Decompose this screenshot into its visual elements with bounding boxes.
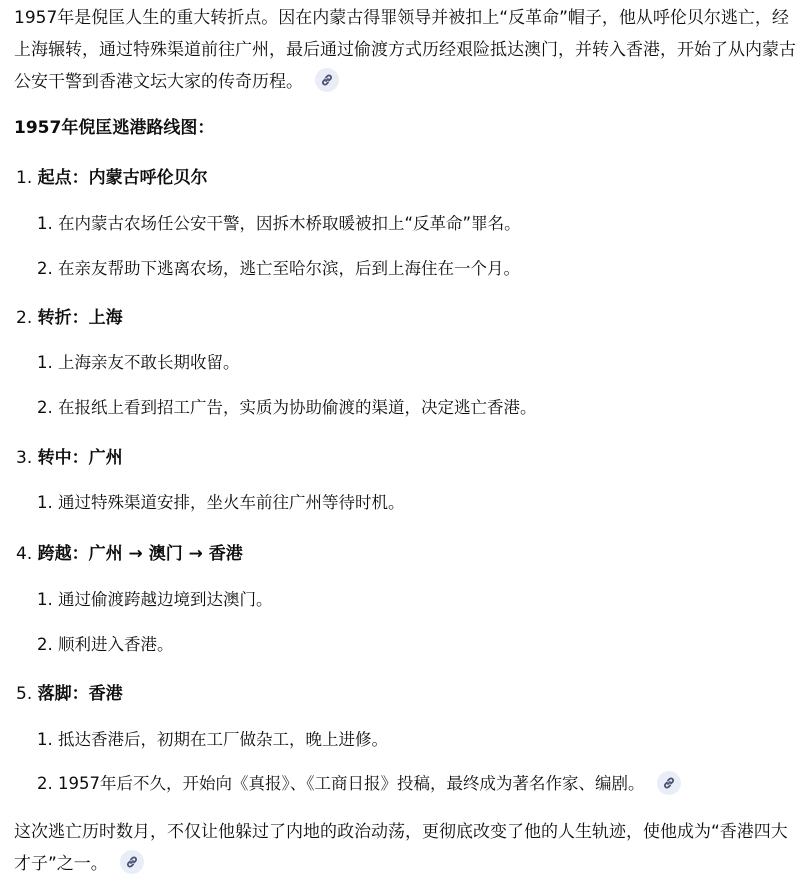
link-icon[interactable] [657, 771, 681, 795]
item-number: 2. [37, 398, 53, 417]
item-number: 1. [37, 353, 53, 372]
item-text: 在亲友帮助下逃离农场，逃亡至哈尔滨，后到上海住在一个月。 [58, 259, 520, 278]
list-item [37, 392, 537, 424]
item-text: 在内蒙古农场任公安干警，因拆木桥取暖被扣上“反革命”罪名。 [58, 214, 521, 233]
link-icon[interactable] [120, 850, 144, 874]
section-number: 4. [16, 544, 33, 564]
list-item [37, 347, 240, 379]
item-text: 上海亲友不敢长期收留。 [58, 353, 240, 372]
section-label: 起点：内蒙古呼伦贝尔 [37, 168, 208, 188]
item-number: 2. [37, 635, 53, 654]
list-item [37, 208, 521, 240]
item-text: 顺利进入香港。 [58, 635, 174, 654]
section-label: 跨越：广州 → 澳门 → 香港 [37, 544, 243, 564]
intro-paragraph [14, 2, 804, 98]
section-heading [16, 678, 123, 710]
section-label: 转折：上海 [37, 308, 123, 328]
section-heading [16, 302, 123, 334]
item-text: 通过特殊渠道安排，坐火车前往广州等待时机。 [58, 493, 405, 512]
section-label: 转中：广州 [37, 448, 123, 468]
item-text: 通过偷渡跨越边境到达澳门。 [58, 590, 273, 609]
outro-paragraph [14, 816, 804, 880]
route-title: 1957年倪匡逃港路线图： [14, 118, 215, 138]
list-item [37, 724, 388, 756]
section-label: 落脚：香港 [37, 684, 123, 704]
list-item [37, 253, 520, 285]
section-heading [16, 538, 243, 570]
section-heading [16, 442, 123, 474]
link-icon[interactable] [315, 68, 339, 92]
item-number: 1. [37, 590, 53, 609]
list-item [37, 629, 174, 661]
list-item [37, 768, 681, 800]
item-text: 抵达香港后，初期在工厂做杂工，晚上进修。 [58, 730, 388, 749]
intro-text: 1957年是倪匡人生的重大转折点。因在内蒙古得罪领导并被扣上“反革命”帽子，他从呼伦贝尔逃亡，经上海辗转，通过特殊渠道前往广州，最后通过偷渡方式历经艰险抵达澳门，并转入香港，开始了从内蒙古公安干警到香港文坛大家的传奇历程。 [14, 8, 796, 92]
list-item [37, 584, 273, 616]
list-item [37, 487, 405, 519]
item-number: 1. [37, 730, 53, 749]
section-heading [16, 162, 208, 194]
item-text: 1957年后不久，开始向《真报》、《工商日报》投稿，最终成为著名作家、编剧。 [58, 774, 645, 793]
section-number: 3. [16, 448, 33, 468]
section-number: 1. [16, 168, 33, 188]
outro-text: 这次逃亡历时数月，不仅让他躲过了内地的政治动荡，更彻底改变了他的人生轨迹，使他成为“香港四大才子”之一。 [14, 822, 788, 874]
item-number: 1. [37, 214, 53, 233]
item-number: 1. [37, 493, 53, 512]
section-number: 2. [16, 308, 33, 328]
item-number: 2. [37, 774, 53, 793]
section-number: 5. [16, 684, 33, 704]
item-text: 在报纸上看到招工广告，实质为协助偷渡的渠道，决定逃亡香港。 [58, 398, 537, 417]
item-number: 2. [37, 259, 53, 278]
